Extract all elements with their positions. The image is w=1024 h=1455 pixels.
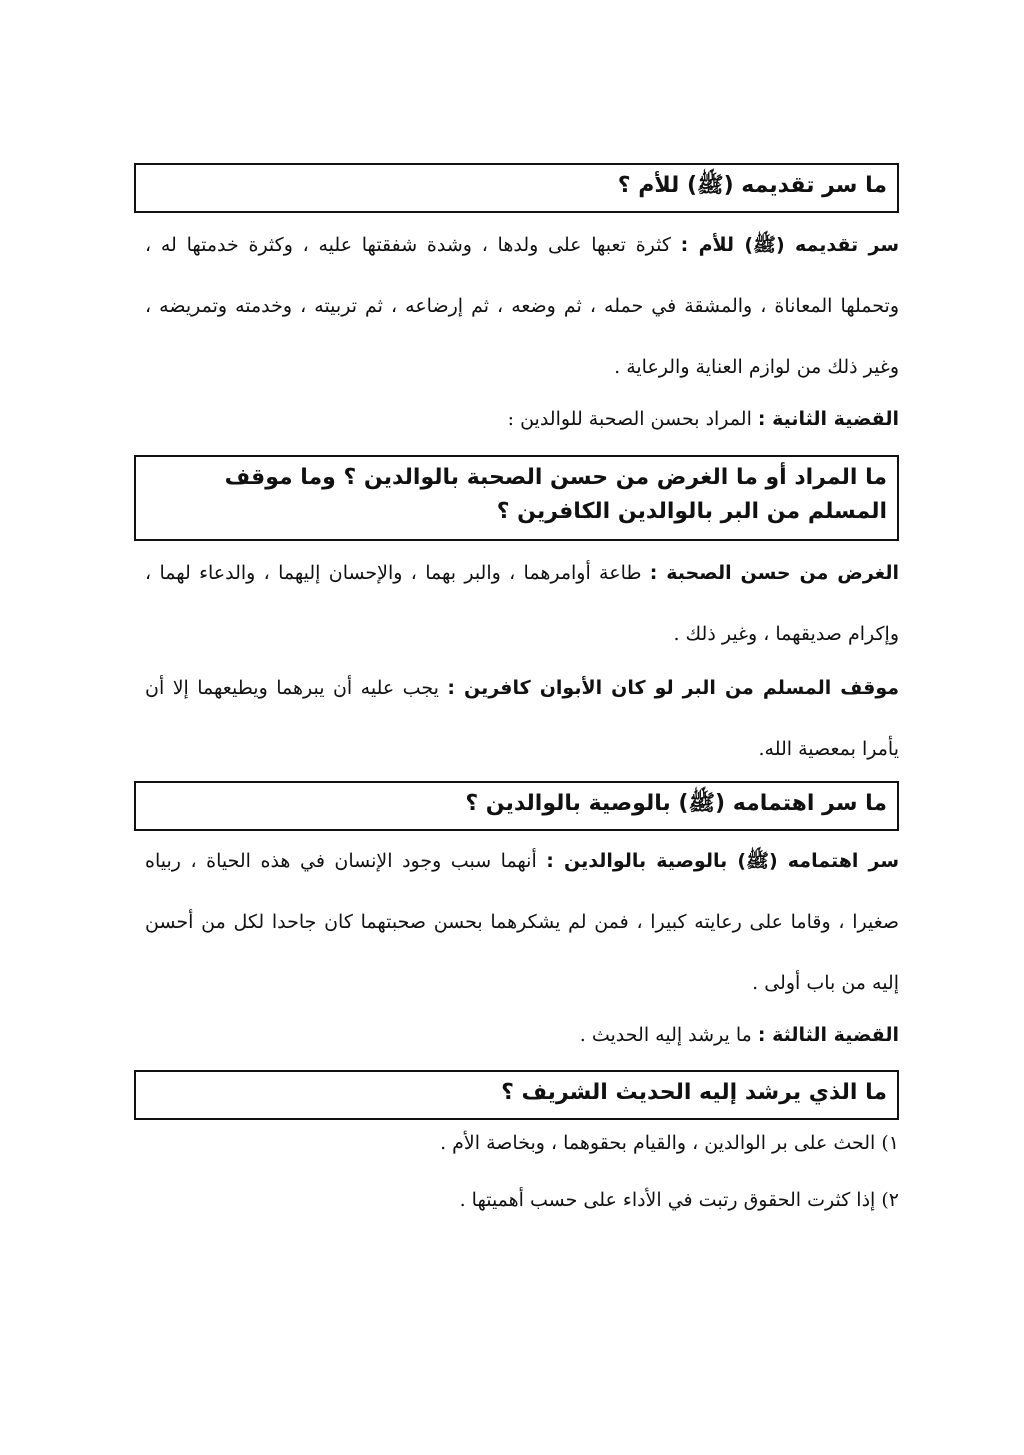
issue-label: القضية الثانية :: [757, 408, 899, 430]
issue-two-heading: [145, 389, 899, 450]
question-box-good-companionship: [134, 455, 899, 541]
list-item: ٢) إذا كثرت الحقوق رتبت في الأداء على حسب أهميتها .: [459, 1189, 899, 1211]
answer-text: يجب عليه أن يبرهما ويطيعهما إلا أن يأمرا بمعصية الله.: [145, 677, 899, 760]
question-box-parents-advice: [134, 781, 899, 831]
answer-text: طاعة أوامرهما ، والبر بهما ، والإحسان إليهما ، والدعاء لهما ، وإكرام صديقهما ، وغير ذلك .: [145, 562, 899, 645]
answer-label: موقف المسلم من البر لو كان الأبوان كافرين :: [447, 677, 899, 699]
answer-non-muslim-parents: [145, 658, 899, 780]
question-text: ما الذي يرشد إليه الحديث الشريف ؟: [501, 1080, 887, 1105]
answer-label: سر اهتمامه (ﷺ) بالوصية بالوالدين :: [546, 850, 900, 872]
answer-label: الغرض من حسن الصحبة :: [649, 562, 900, 584]
answer-mother-precedence: [145, 215, 899, 398]
answer-parents-advice: [145, 831, 899, 1014]
guidance-item-1: [145, 1113, 899, 1174]
guidance-item-2: [145, 1170, 899, 1231]
list-item: ١) الحث على بر الوالدين ، والقيام بحقوهما ، وبخاصة الأم .: [440, 1132, 899, 1154]
issue-text: المراد بحسن الصحبة للوالدين :: [507, 408, 758, 430]
issue-text: ما يرشد إليه الحديث .: [579, 1024, 758, 1046]
question-text: ما سر تقديمه (ﷺ) للأم ؟: [617, 173, 887, 198]
issue-three-heading: [145, 1005, 899, 1066]
issue-label: القضية الثالثة :: [757, 1024, 899, 1046]
question-text: ما المراد أو ما الغرض من حسن الصحبة بالوالدين ؟ وما موقف المسلم من البر بالوالدين الكافرين ؟: [224, 465, 887, 524]
question-box-mother-precedence: [134, 163, 899, 213]
answer-text: كثرة تعبها على ولدها ، وشدة شفقتها عليه ، وكثرة خدمتها له ، وتحملها المعاناة ، والمشقة في حمله ، ثم وضعه ، ثم إرضاعه ، ثم تربيته ، وخدمته وتمريضه ، وغير ذلك من لوازم العناية والرعاية .: [145, 234, 899, 378]
question-text: ما سر اهتمامه (ﷺ) بالوصية بالوالدين ؟: [465, 791, 887, 816]
answer-companionship-purpose: [145, 543, 899, 665]
answer-text: أنهما سبب وجود الإنسان في هذه الحياة ، ربياه صغيرا ، وقاما على رعايته كبيرا ، فمن لم يشكرهما بحسن صحبتهما كان جاحدا لكل من أحسن إليه من باب أولى .: [145, 850, 899, 994]
answer-label: سر تقديمه (ﷺ) للأم :: [680, 234, 900, 256]
